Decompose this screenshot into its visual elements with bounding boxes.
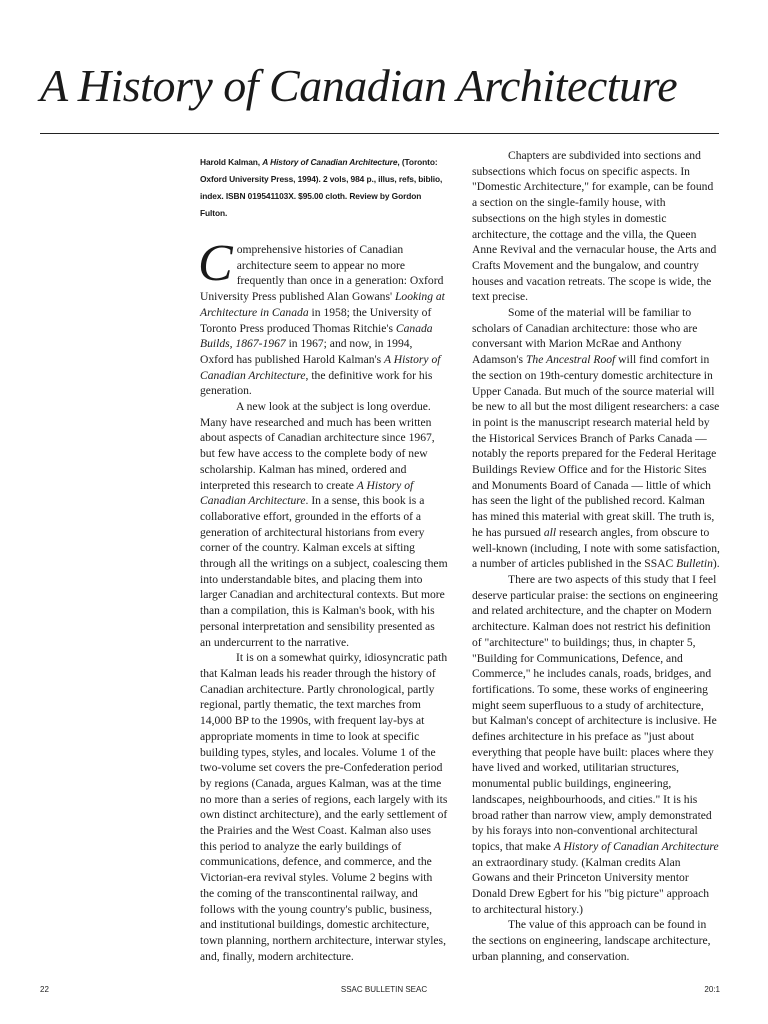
citation-book-title: A History of Canadian Architecture (262, 157, 398, 167)
footer-page-number: 22 (40, 985, 49, 994)
paragraph-chapters: Chapters are subdivided into sections and subsections which focus on specific aspects. In "Domestic Architecture," for example, can be found a section on the single-family house, with subsections on the high styles in domestic architecture, the cottage and the villa, the Queen Anne Revival and the vernacular house, the Arts and Crafts Movement and the bungalow, and country houses and vacation retreats. The scope is wide, the text precise. (472, 149, 717, 304)
review-citation (200, 154, 448, 222)
paragraph-value: The value of this approach can be found in the sections on engineering, landscape architecture, urban planning, and conservation. (472, 918, 711, 963)
title-rule (40, 133, 719, 134)
drop-cap: C (198, 235, 233, 292)
citation-details: , (Toronto: Oxford University Press, 1994). 2 vols, 984 p., illus, refs, biblio, index. ISBN 019541103X. $95.00 cloth. Review by Gordon Fulton. (200, 157, 443, 218)
paragraph-material: Some of the material will be familiar to scholars of Canadian architecture: those who are conversant with Marion McRae and Anthony Adamson's The Ancestral Roof will find comfort in the section on 19th-century domestic architecture in Upper Canada. But much of the source material will be new to all but the most diligent researchers: a case in point is the manuscript research material held by the Historical Services Branch of Parks Canada — notably the reports prepared for the Federal Heritage Buildings Review Office and for the Historic Sites and Monuments Board of Canada — little of which has seen the light of the published record. Kalman has mined this material with great skill. The truth is, he has pursued all research angles, from obscure to well-known (including, I note with some satisfaction, a number of articles published in the SSAC Bulletin). (472, 306, 720, 571)
page-title: A History of Canadian Architecture (40, 60, 678, 111)
footer-journal: SSAC BULLETIN SEAC (340, 985, 428, 994)
paragraph-intro: Comprehensive histories of Canadian architecture seem to appear no more frequently than once in a generation: Oxford University Press published Alan Gowans' Looking at Architecture in Canada in 1958; the University of Toronto Press produced Thomas Ritchie's Canada Builds, 1867-1967 in 1967; and now, in 1994, Oxford has published Harold Kalman's A History of Canadian Architecture, the definitive work for his generation. (198, 235, 445, 398)
right-column (472, 148, 720, 965)
footer-issue: 20:1 (704, 985, 720, 994)
paragraph-new-look: A new look at the subject is long overdue. Many have researched and much has been written about aspects of Canadian architecture since 1967, but few have access to the complete body of new scholarship. Kalman has mined, ordered and interpreted this research to create A History of Canadian Architecture. In a sense, this book is a collaborative effort, grounded in the efforts of a generation of architectural historians from every corner of the country. Kalman excels at sifting through all the writings on a subject, coalescing them into understandable bites, and placing them into larger Canadian and architectural contexts. But more than a compilation, this is Kalman's book, with his personal interpretation and sensibility presented as an undercurrent to the narrative. (200, 400, 448, 649)
citation-author: Harold Kalman, (200, 157, 263, 167)
left-column (200, 148, 448, 964)
paragraph-two-aspects: There are two aspects of this study that I feel deserve particular praise: the sections on engineering and related architecture, and the chapter on Modern architecture. Kalman does not restrict his definition of "architecture" to buildings; thus, in chapter 5, "Building for Communications, Defence, and Commerce," he includes canals, roads, bridges, and fortifications. To some, these works of engineering might seem superfluous to a study of architecture, but Kalman's concept of architecture is inclusive. He defines architecture in his preface as "just about everything that people have built: places where they have lived and worked, utilitarian structures, monumental public buildings, engineering, landscapes, neighbourhoods, and cities." It is his broad rather than narrow view, amply demonstrated by his forays into non-conventional architectural topics, that make A History of Canadian Architecture an extraordinary study. (Kalman credits Alan Gowans and their Princeton University mentor Donald Drew Egbert for his "big picture" approach to architectural history.) (472, 572, 719, 916)
paragraph-path: It is on a somewhat quirky, idiosyncratic path that Kalman leads his reader through the history of Canadian architecture. Partly chronological, partly regional, partly thematic, the text marches from 14,000 BP to the 1990s, with frequent lay-bys at appropriate moments in time to look at specific building types, styles, and locales. Volume 1 of the two-volume set covers the pre-Confederation period by regions (Canada, argues Kalman, was at the time no more than a series of regions, each largely with its own distinct architecture), and the early settlement of the Prairies and the West Coast. Kalman also uses this period to analyze the early buildings of communications, defence, and commerce, and the Victorian-era revival styles. Volume 2 begins with the coming of the transcontinental railway, and follows with the young country's public, business, and institutional buildings, domestic architecture, town planning, northern architecture, interwar styles, and, finally, modern architecture. (200, 651, 448, 963)
